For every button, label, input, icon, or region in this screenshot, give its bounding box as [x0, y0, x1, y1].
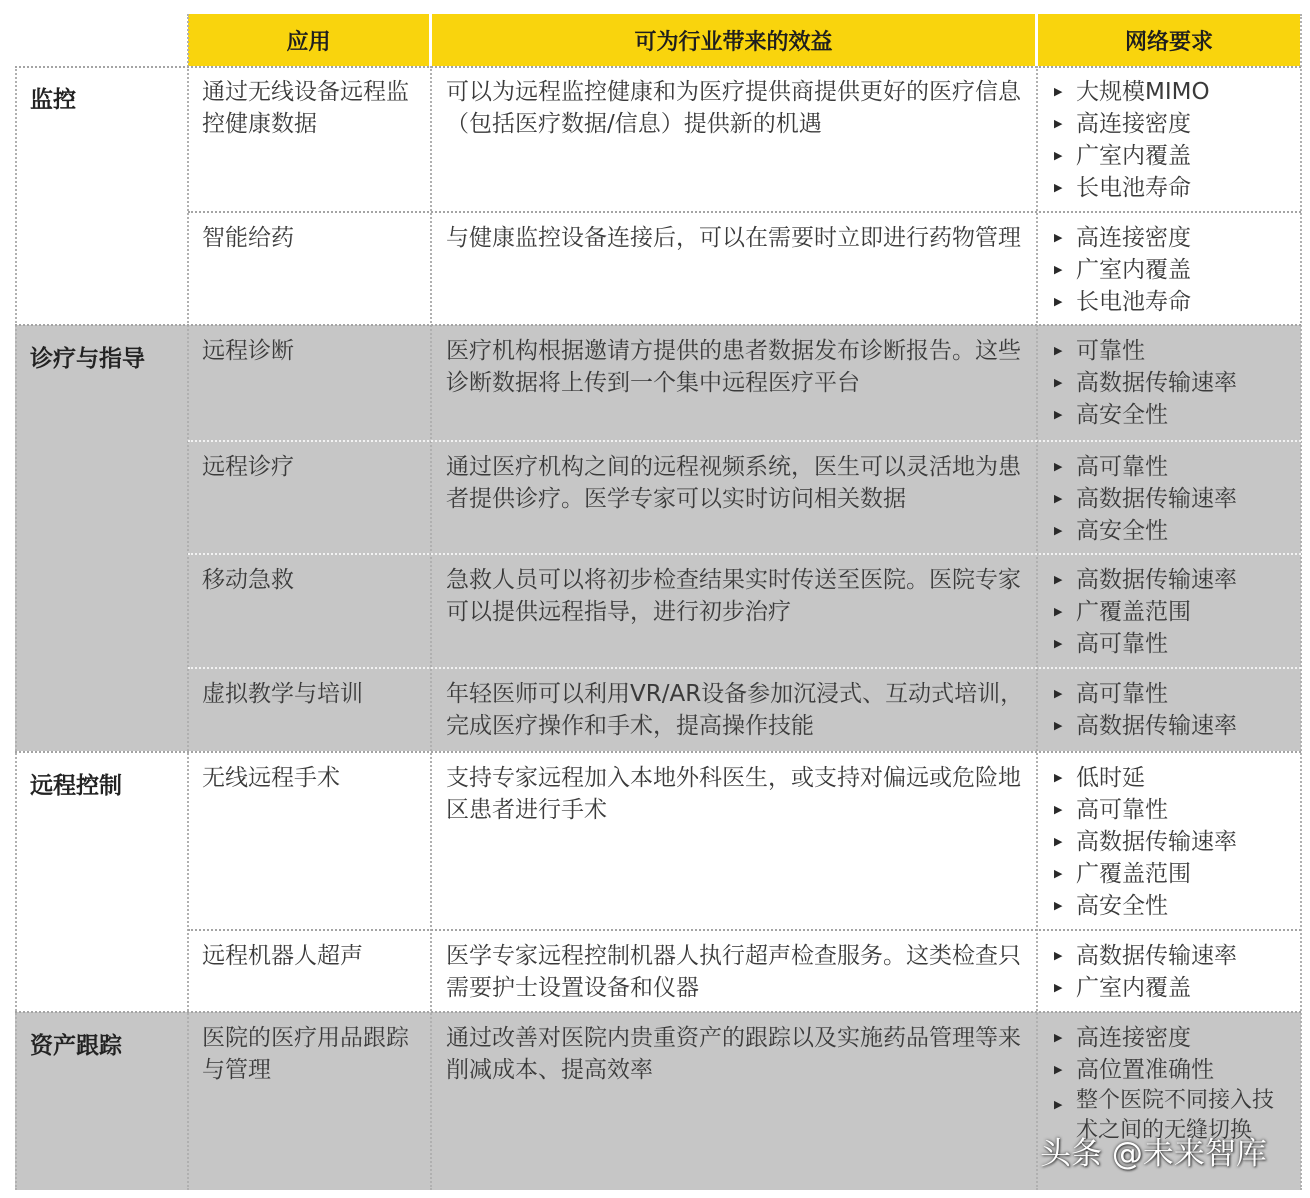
requirement-item: ▶ 广室内覆盖	[1054, 140, 1296, 172]
triangle-bullet-icon: ▶	[1054, 1063, 1063, 1076]
requirement-item: ▶ 整个医院不同接入技术之间的无缝切换	[1054, 1088, 1275, 1143]
network-requirements-list	[1038, 66, 1300, 204]
category-remote-control: 远程控制	[30, 773, 122, 799]
requirement-item: ▶ 长电池寿命	[1054, 286, 1296, 318]
requirement-item: ▶ 广覆盖范围	[1054, 858, 1296, 890]
app-cell: 虚拟教学与培训	[202, 681, 363, 707]
header-benefit: 可为行业带来的效益	[432, 14, 1035, 66]
requirement-item: ▶ 高数据传输速率	[1054, 826, 1296, 858]
requirement-item: ▶ 可靠性	[1054, 335, 1296, 367]
network-requirements-list	[1038, 752, 1300, 922]
triangle-bullet-icon: ▶	[1054, 231, 1063, 244]
header-network: 网络要求	[1038, 14, 1300, 66]
requirement-item: ▶ 大规模MIMO	[1054, 76, 1296, 108]
benefit-cell: 通过医疗机构之间的远程视频系统，医生可以灵活地为患者提供诊疗。医学专家可以实时访问相关数据	[446, 454, 1021, 512]
benefit-cell: 支持专家远程加入本地外科医生，或支持对偏远或危险地区患者进行手术	[446, 765, 1021, 823]
requirement-item: ▶ 高数据传输速率	[1054, 367, 1296, 399]
category-diagnosis-guidance: 诊疗与指导	[30, 346, 145, 372]
app-cell: 无线远程手术	[202, 765, 340, 791]
triangle-bullet-icon: ▶	[1054, 637, 1063, 650]
network-requirements-list	[1038, 325, 1300, 431]
triangle-bullet-icon: ▶	[1054, 835, 1063, 848]
category-monitoring: 监控	[30, 87, 76, 113]
triangle-bullet-icon: ▶	[1054, 867, 1063, 880]
requirement-item: ▶ 高数据传输速率	[1054, 483, 1296, 515]
benefit-cell: 急救人员可以将初步检查结果实时传送至医院。医院专家可以提供远程指导，进行初步治疗	[446, 567, 1021, 625]
requirement-item: ▶ 长电池寿命	[1054, 172, 1296, 204]
triangle-bullet-icon: ▶	[1054, 263, 1063, 276]
requirement-item: ▶ 高数据传输速率	[1054, 710, 1296, 742]
benefit-cell: 与健康监控设备连接后，可以在需要时立即进行药物管理	[446, 225, 1021, 251]
requirement-item: ▶ 高数据传输速率	[1054, 940, 1296, 972]
network-requirements-list	[1038, 212, 1300, 318]
benefit-cell: 通过改善对医院内贵重资产的跟踪以及实施药品管理等来削减成本、提高效率	[446, 1025, 1021, 1083]
app-cell: 移动急救	[202, 567, 294, 593]
app-cell: 通过无线设备远程监控健康数据	[202, 79, 409, 137]
triangle-bullet-icon: ▶	[1054, 687, 1063, 700]
network-requirements-list	[1038, 554, 1300, 660]
triangle-bullet-icon: ▶	[1054, 85, 1063, 98]
triangle-bullet-icon: ▶	[1054, 803, 1063, 816]
triangle-bullet-icon: ▶	[1054, 899, 1063, 912]
requirement-item: ▶ 高可靠性	[1054, 628, 1296, 660]
triangle-bullet-icon: ▶	[1054, 117, 1063, 130]
requirement-item: ▶ 高安全性	[1054, 515, 1296, 547]
requirement-item: ▶ 广覆盖范围	[1054, 596, 1296, 628]
triangle-bullet-icon: ▶	[1054, 181, 1063, 194]
triangle-bullet-icon: ▶	[1054, 149, 1063, 162]
table-right-border	[1300, 14, 1302, 1190]
network-requirements-list	[1038, 668, 1300, 742]
app-cell: 远程诊断	[202, 338, 294, 364]
triangle-bullet-icon: ▶	[1054, 949, 1063, 962]
requirement-item: ▶ 高安全性	[1054, 399, 1296, 431]
requirement-item: ▶ 高连接密度	[1054, 108, 1296, 140]
requirement-item: ▶ 高数据传输速率	[1054, 564, 1296, 596]
triangle-bullet-icon: ▶	[1054, 719, 1063, 732]
category-asset-tracking: 资产跟踪	[30, 1033, 122, 1059]
requirement-item: ▶ 高安全性	[1054, 890, 1296, 922]
triangle-bullet-icon: ▶	[1054, 408, 1063, 421]
triangle-bullet-icon: ▶	[1054, 1098, 1063, 1111]
triangle-bullet-icon: ▶	[1054, 492, 1063, 505]
benefit-cell: 年轻医师可以利用VR/AR设备参加沉浸式、互动式培训，完成医疗操作和手术，提高操作技能	[446, 681, 1024, 739]
requirement-item: ▶ 低时延	[1054, 762, 1296, 794]
triangle-bullet-icon: ▶	[1054, 524, 1063, 537]
app-cell: 远程诊疗	[202, 454, 294, 480]
requirement-item: ▶ 高可靠性	[1054, 451, 1296, 483]
header-app: 应用	[188, 14, 429, 66]
app-cell: 医院的医疗用品跟踪与管理	[202, 1025, 409, 1083]
triangle-bullet-icon: ▶	[1054, 981, 1063, 994]
network-requirements-list	[1038, 1012, 1300, 1146]
triangle-bullet-icon: ▶	[1054, 771, 1063, 784]
benefit-cell: 医学专家远程控制机器人执行超声检查服务。这类检查只需要护士设置设备和仪器	[446, 943, 1021, 1001]
triangle-bullet-icon: ▶	[1054, 295, 1063, 308]
app-cell: 智能给药	[202, 225, 294, 251]
triangle-bullet-icon: ▶	[1054, 460, 1063, 473]
triangle-bullet-icon: ▶	[1054, 605, 1063, 618]
requirement-item: ▶ 高可靠性	[1054, 794, 1296, 826]
network-requirements-list	[1038, 930, 1300, 1004]
requirement-item: ▶ 高连接密度	[1054, 222, 1296, 254]
requirement-item: ▶ 高位置准确性	[1054, 1054, 1296, 1086]
network-requirements-list	[1038, 441, 1300, 547]
requirement-item: ▶ 广室内覆盖	[1054, 254, 1296, 286]
requirement-item: ▶ 高可靠性	[1054, 678, 1296, 710]
triangle-bullet-icon: ▶	[1054, 573, 1063, 586]
watermark: 头条 @未来智库	[1040, 1136, 1267, 1172]
triangle-bullet-icon: ▶	[1054, 344, 1063, 357]
benefit-cell: 医疗机构根据邀请方提供的患者数据发布诊断报告。这些诊断数据将上传到一个集中远程医疗平台	[446, 338, 1021, 396]
requirement-item: ▶ 高连接密度	[1054, 1022, 1296, 1054]
triangle-bullet-icon: ▶	[1054, 1031, 1063, 1044]
app-cell: 远程机器人超声	[202, 943, 363, 969]
triangle-bullet-icon: ▶	[1054, 376, 1063, 389]
benefit-cell: 可以为远程监控健康和为医疗提供商提供更好的医疗信息（包括医疗数据/信息）提供新的机遇	[446, 79, 1021, 137]
requirement-item: ▶ 广室内覆盖	[1054, 972, 1296, 1004]
